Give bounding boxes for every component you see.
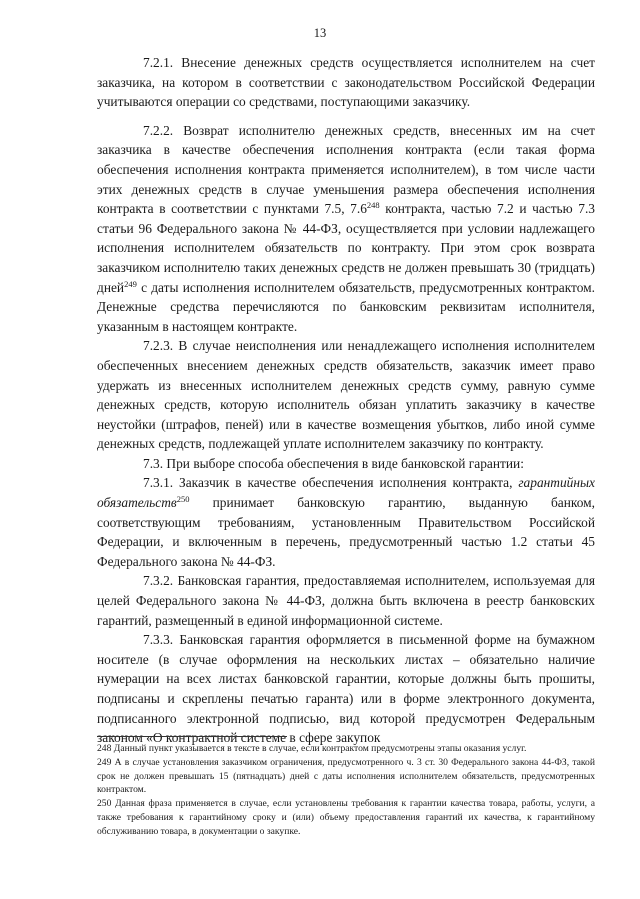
paragraph-7-2-3: 7.2.3. В случае неисполнения или ненадлежащего исполнения исполнителем обеспеченных внесением денежных средств обязательств, заказчик имеет право удержать из внесенных исполнителем денежных средств сумму, равную сумме денежных средств, которую исполнитель обязан уплатить заказчику в качестве неустойки (штрафов, пеней) или в качестве возмещения убытков, либо иной сумме денежных средств, подлежащей уплате исполнителем заказчику по контракту. (97, 338, 595, 452)
footnote-ref-248[interactable]: 248 (366, 200, 380, 211)
page-number: 13 (313, 26, 327, 40)
footnote-250: 250 Данная фраза применяется в случае, если установлены требования к гарантии качества товара, работы, услуги, а также требования к гарантийному сроку и (или) объему предоставления гарантий их качества, к гарантийному обслуживанию товара, в документации о закупке. (97, 798, 595, 837)
document-body (97, 53, 595, 748)
footnote-ref-250[interactable]: 250 (176, 494, 190, 505)
footnote-249: 249 А в случае установления заказчиком ограничения, предусмотренного ч. 3 ст. 30 Федерального закона 44-ФЗ, такой срок не должен превышать 15 (пятнадцать) дней с даты исполнения исполнителем обязательств, предусмотренных контрактом. (97, 756, 595, 796)
paragraph-7-3-1 (97, 473, 595, 571)
footnotes (97, 742, 595, 839)
paragraph-text: 7.2.2. Возврат исполнителю денежных средств, внесенных им на счет заказчика в качестве обеспечения исполнения контракта (если такая форма обеспечения исполнения контракта применяется исполнителем), в том числе части этих денежных средств в случае уменьшения размера обеспечения исполнения контракта в соответствии с пунктами 7.5, 7.6 (97, 122, 595, 217)
footnote-separator (97, 736, 287, 737)
paragraph-text: с даты исполнения исполнителем обязательств, предусмотренных контрактом. Денежные средства перечисляются по банковским реквизитам исполнителя, указанным в настоящем контракте. (97, 279, 595, 334)
paragraph-7-3-2: 7.3.2. Банковская гарантия, предоставляемая исполнителем, используемая для целей Федерального закона № 44-ФЗ, должна быть включена в реестр банковских гарантий, размещенный в единой информационной системе. (97, 573, 595, 628)
footnote-248: 248 Данный пункт указывается в тексте в случае, если контрактом предусмотрены этапы оказания услуг. (97, 743, 527, 754)
paragraph-7-2-2 (97, 121, 595, 337)
paragraph-text: 7.3.1. Заказчик в качестве обеспечения исполнения контракта, (143, 475, 519, 491)
paragraph-text: принимает банковскую гарантию, выданную банком, соответствующим требованиям, установленным Правительством Российской Федерации, и включенным в перечень, предусмотренный частью 1.2 статьи 45 Федерального закона № 44-ФЗ. (97, 495, 595, 569)
paragraph-7-2-1: 7.2.1. Внесение денежных средств осуществляется исполнителем на счет заказчика, на котором в соответствии с законодательством Российской Федерации учитываются операции со средствами, поступающими заказчику. (97, 55, 595, 110)
paragraph-7-3-3: 7.3.3. Банковская гарантия оформляется в письменной форме на бумажном носителе (в случае оформления на нескольких листах – обязательно наличие нумерации на всех листах банковской гарантии, которые должны быть прошиты, подписаны и скреплены печатью гаранта) или в форме электронного документа, подписанного электронной подписью, вид которой предусмотрен Федеральным законом «О контрактной системе в сфере закупок (97, 632, 595, 746)
paragraph-7-3: 7.3. При выборе способа обеспечения в виде банковской гарантии: (143, 455, 524, 471)
paragraph-text: контракта, частью 7.2 и частью 7.3 статьи 96 Федерального закона № 44-ФЗ, осуществляется при условии надлежащего исполнения исполнителем обязательств по контракту. При этом срок возврата заказчиком исполнителю таких денежных средств не должен превышать 30 (тридцать) дней (97, 201, 595, 295)
footnote-ref-249[interactable]: 249 (124, 278, 137, 289)
italic-phrase: гарантийных обязательств (97, 475, 595, 511)
